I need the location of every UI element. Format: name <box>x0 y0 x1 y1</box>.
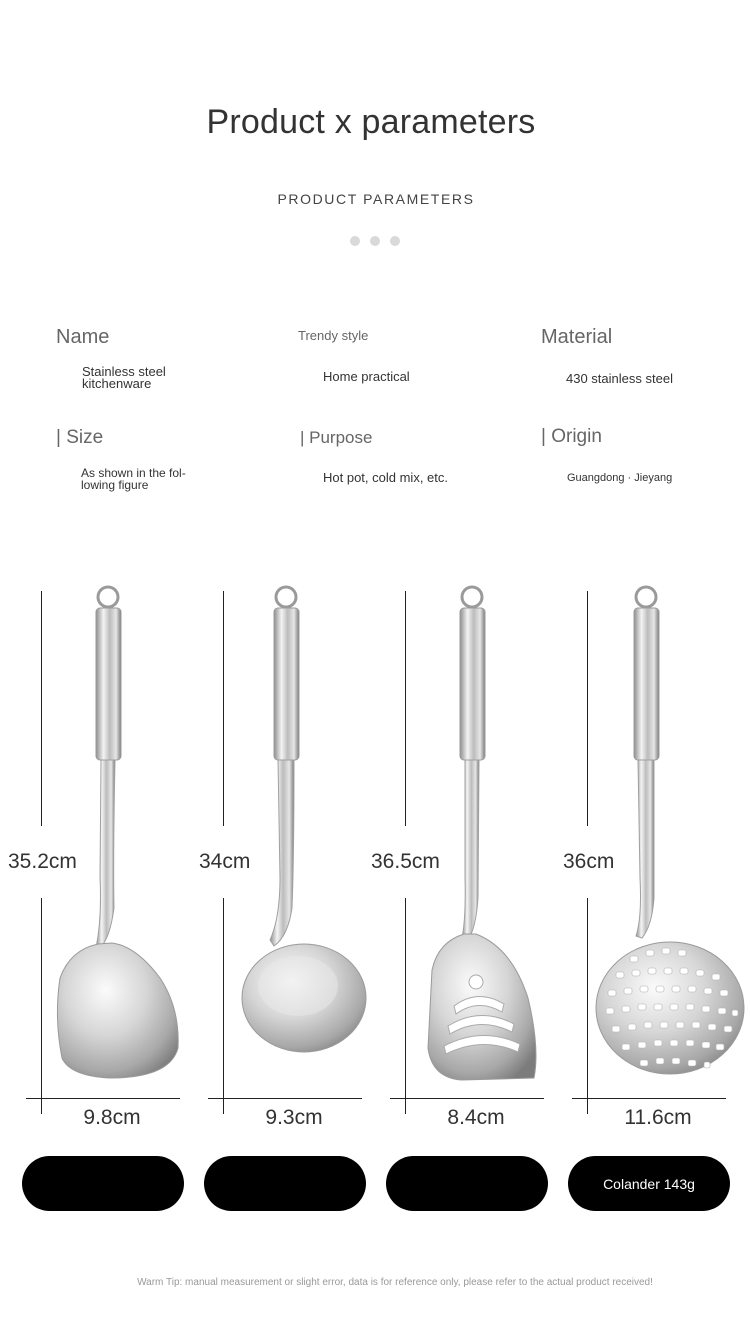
param-label: | Size <box>56 427 104 448</box>
height-dimension-line <box>41 591 42 826</box>
height-label: 34cm <box>199 850 251 873</box>
width-label: 9.8cm <box>83 1106 141 1129</box>
page-title: Product x parameters <box>206 103 536 141</box>
height-label: 36cm <box>563 850 615 873</box>
product-tag <box>386 1156 548 1211</box>
height-dimension-line <box>223 591 224 826</box>
param-value: Guangdong · Jieyang <box>567 472 673 484</box>
width-label: 11.6cm <box>624 1106 692 1129</box>
height-label: 35.2cm <box>8 850 77 873</box>
param-value: Hot pot, cold mix, etc. <box>323 470 448 485</box>
param-value: 430 stainless steel <box>566 371 673 386</box>
warm-tip: Warm Tip: manual measurement or slight error, data is for reference only, please refer to the actual product received! <box>137 1277 653 1288</box>
dot <box>370 236 380 246</box>
param-label: | Origin <box>541 426 602 447</box>
param-label: Name <box>56 326 110 348</box>
param-value: Home practical <box>323 369 410 384</box>
width-label: 8.4cm <box>447 1106 505 1129</box>
dot <box>350 236 360 246</box>
width-label: 9.3cm <box>265 1106 323 1129</box>
param-label: | Purpose <box>300 428 373 447</box>
width-dimension-line <box>26 1098 180 1099</box>
product-tag <box>204 1156 366 1211</box>
height-dimension-line <box>405 898 406 1114</box>
height-dimension-line <box>223 898 224 1114</box>
param-value: Stainless steel kitchenware <box>82 364 166 391</box>
height-dimension-line <box>587 898 588 1114</box>
height-dimension-line <box>41 898 42 1114</box>
param-label: Trendy style <box>298 328 369 343</box>
width-dimension-line <box>572 1098 726 1099</box>
product-tag: Colander 143g <box>568 1156 730 1211</box>
soup-ladle-icon <box>222 578 372 1088</box>
height-dimension-line <box>405 591 406 826</box>
colander-skimmer-icon <box>586 578 750 1088</box>
turner-spatula-icon <box>40 578 190 1088</box>
height-label: 36.5cm <box>371 850 440 873</box>
slotted-spatula-icon <box>404 578 554 1088</box>
page-subtitle: PRODUCT PARAMETERS <box>277 191 475 207</box>
width-dimension-line <box>390 1098 544 1099</box>
decorative-dots <box>350 236 400 246</box>
width-dimension-line <box>208 1098 362 1099</box>
dot <box>390 236 400 246</box>
height-dimension-line <box>587 591 588 826</box>
param-value: As shown in the fol-lowing figure <box>81 466 186 492</box>
param-label: Material <box>541 326 613 348</box>
product-tag <box>22 1156 184 1211</box>
